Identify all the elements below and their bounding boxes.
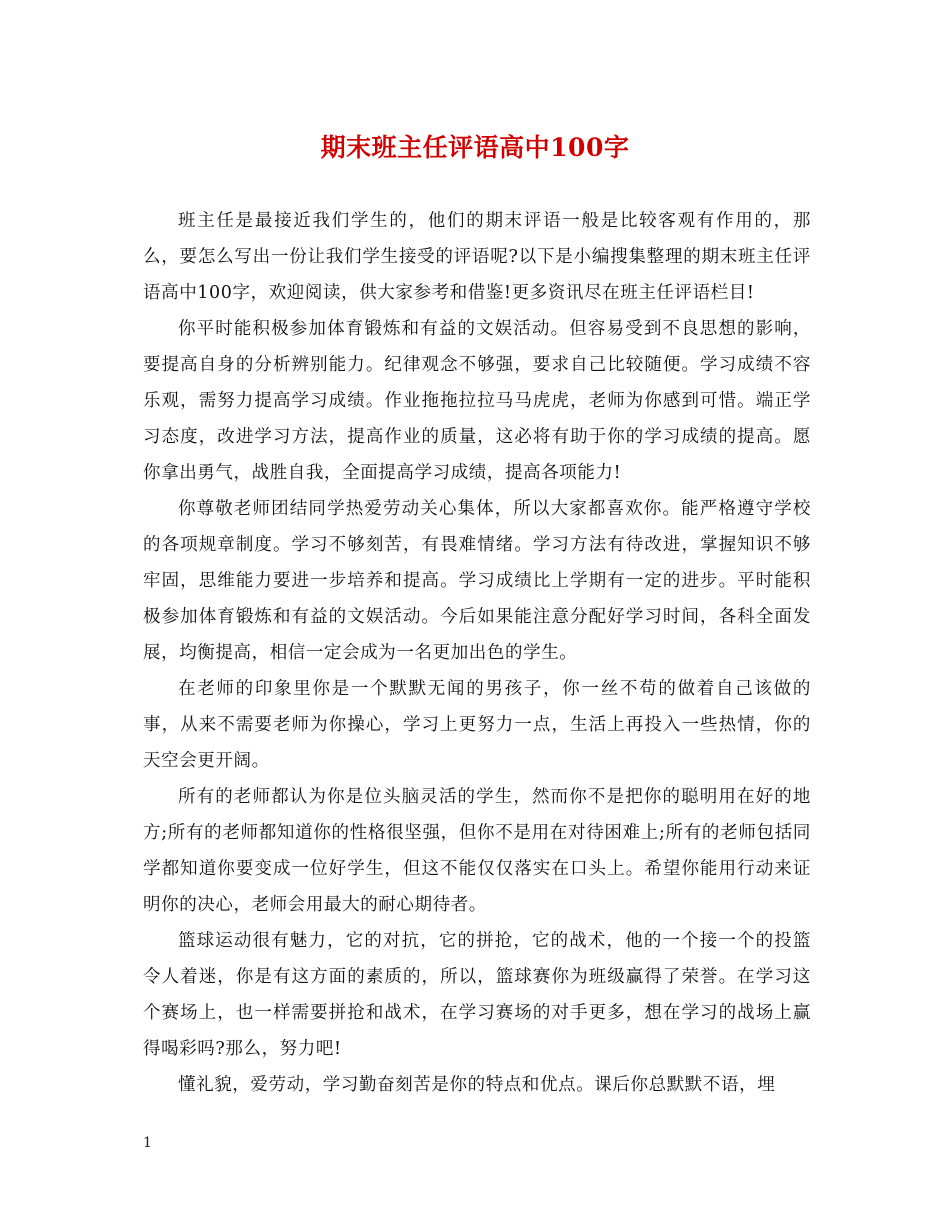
paragraph-comment-6: 懂礼貌，爱劳动，学习勤奋刻苦是你的特点和优点。课后你总默默不语，埋 — [178, 1075, 776, 1095]
paragraph-comment-2: 你尊敬老师团结同学热爱劳动关心集体，所以大家都喜欢你。能严格遵守学校的各项规章制度。学习不够刻苦，有畏难情绪。学习方法有待改进，掌握知识不够牢固，思维能力要进一步培养和提高。学习成绩比上学期有一定的进步。平时能积极参加体育锻炼和有益的文娱活动。今后如果能注意分配好学习时间，各科全面发展，均衡提高，相信一定会成为一名更加出色的学生。 — [143, 499, 811, 663]
document-body — [143, 203, 811, 1103]
page-number: 1 — [143, 1135, 152, 1151]
paragraph-intro: 班主任是最接近我们学生的，他们的期末评语一般是比较客观有作用的，那么，要怎么写出一份让我们学生接受的评语呢?以下是小编搜集整理的期末班主任评语高中100字，欢迎阅读，供大家参考和借鉴!更多资讯尽在班主任评语栏目! — [143, 211, 811, 303]
paragraph-comment-3: 在老师的印象里你是一个默默无闻的男孩子，你一丝不苟的做着自己该做的事，从来不需要老师为你操心，学习上更努力一点，生活上再投入一些热情，你的天空会更开阔。 — [143, 679, 811, 771]
document-title: 期末班主任评语高中100字 — [320, 133, 630, 162]
paragraph-comment-5: 篮球运动很有魅力，它的对抗，它的拼抢，它的战术，他的一个接一个的投篮令人着迷，你是有这方面的素质的，所以，篮球赛你为班级赢得了荣誉。在学习这个赛场上，也一样需要拼抢和战术，在学习赛场的对手更多，想在学习的战场上赢得喝彩吗?那么，努力吧! — [143, 931, 811, 1059]
paragraph-comment-1: 你平时能积极参加体育锻炼和有益的文娱活动。但容易受到不良思想的影响，要提高自身的分析辨别能力。纪律观念不够强，要求自己比较随便。学习成绩不容乐观，需努力提高学习成绩。作业拖拖拉拉马马虎虎，老师为你感到可惜。端正学习态度，改进学习方法，提高作业的质量，这必将有助于你的学习成绩的提高。愿你拿出勇气，战胜自我，全面提高学习成绩，提高各项能力! — [143, 319, 811, 483]
paragraph-comment-4: 所有的老师都认为你是位头脑灵活的学生，然而你不是把你的聪明用在好的地方;所有的老师都知道你的性格很坚强，但你不是用在对待困难上;所有的老师包括同学都知道你要变成一位好学生，但这不能仅仅落实在口头上。希望你能用行动来证明你的决心，老师会用最大的耐心期待者。 — [143, 787, 811, 915]
